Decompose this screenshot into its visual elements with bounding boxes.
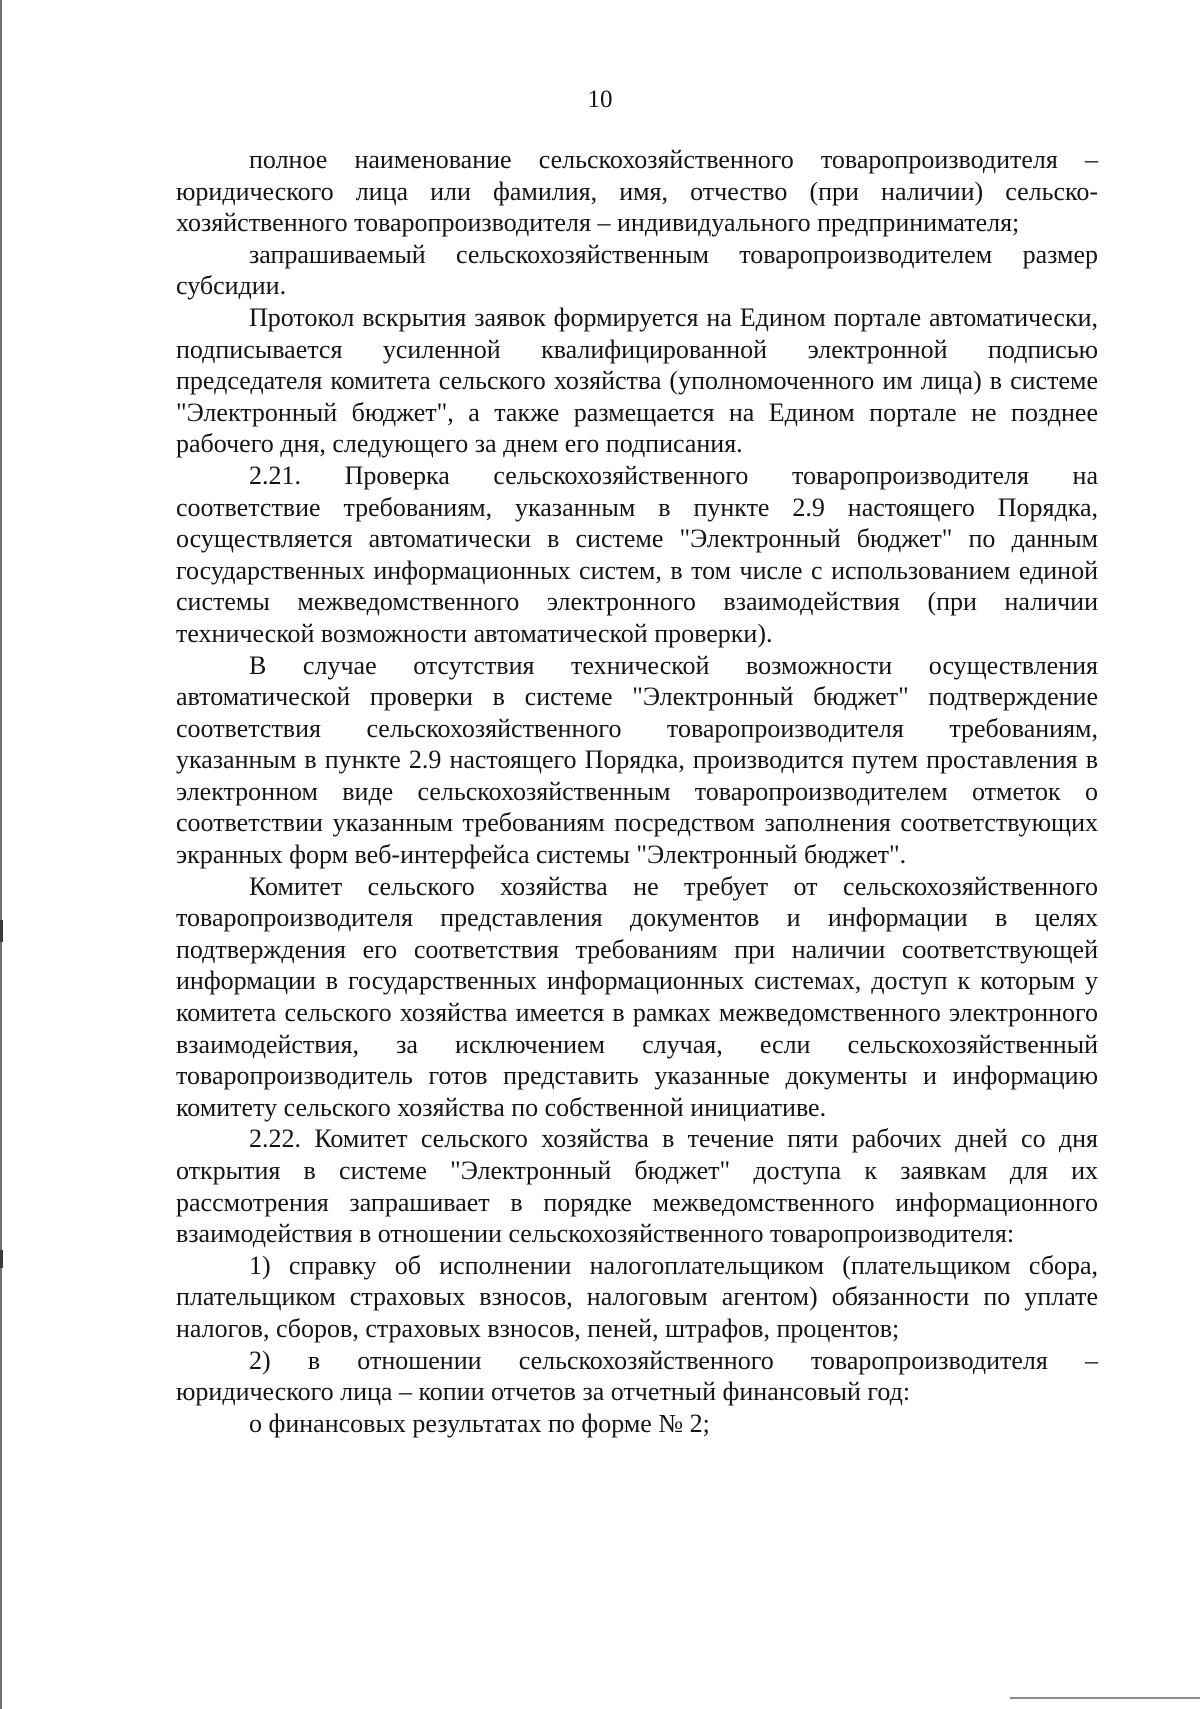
list-item-1-tax-certificate: 1) справку об исполнении налогоплательщиком (плательщиком сбора, плательщиком страховых взносов, налоговым агентом) обязанности по уплате налогов, сборов, страховых взносов, пеней, штрафов, процентов; (176, 1250, 1098, 1343)
paragraph-2-21-check: 2.21. Проверка сельскохозяйственного товаропроизводителя на соответствие требованиям, указанным в пункте 2.9 настоящего Порядка, осуществляется автоматически в системе "Электронный бюджет" по данным государственных информационных систем, в том числе с использованием единой системы межведомственного электронного взаимодействия (при наличии технической возможности автоматической проверки). (176, 460, 1098, 648)
list-item-2-financial-reports: 2) в отношении сельскохозяйственного товаропроизводителя – юридического лица – копии отчетов за отчетный финансовый год: (176, 1345, 1098, 1407)
paragraph-no-technical-possibility: В случае отсутствия технической возможности осуществления автоматической проверки в системе "Электронный бюджет" подтверждение соответствия сельскохозяйственного товаропроизводителя требованиям, указанным в пункте 2.9 настоящего Порядка, производится путем проставления в электронном виде сельскохозяйственным товаропроизводителем отметок о соответствии указанным требованиям посредством заполнения соответствующих экранных форм веб-интерфейса системы "Электронный бюджет". (176, 650, 1098, 870)
paragraph-subsidy-amount: запрашиваемый сельскохозяйственным товаропроизводителем размер субсидии. (176, 239, 1098, 301)
document-body (176, 144, 1098, 1439)
scan-left-edge (0, 0, 2, 1709)
paragraph-applicant-name: полное наименование сельскохозяйственного товаропроизводителя – юридического лица или фамилия, имя, отчество (при наличии) сельско-хозяйственного товаропроизводителя – индивидуального предпринимателя; (176, 145, 1098, 238)
scan-edge-mark (0, 920, 3, 942)
page-number: 10 (587, 86, 613, 113)
paragraph-no-documents-required: Комитет сельского хозяйства не требует от сельскохозяйственного товаропроизводителя представления документов и информации в целях подтверждения его соответствия требованиям при наличии соответствующей информации в государственных информационных системах, доступ к которым у комитета сельского хозяйства имеется в рамках межведомственного электронного взаимодействия, за исключением случая, если сельскохозяйственный товаропроизводитель готов представить указанные документы и информацию комитету сельского хозяйства по собственной инициативе. (176, 871, 1098, 1122)
paragraph-2-22-request: 2.22. Комитет сельского хозяйства в течение пяти рабочих дней со дня открытия в системе "Электронный бюджет" доступа к заявкам для их рассмотрения запрашивает в порядке межведомственного информационного взаимодействия в отношении сельскохозяйственного товаропроизводителя: (176, 1124, 1098, 1249)
scan-edge-mark (0, 1250, 3, 1268)
scan-bottom-rule (1010, 1697, 1200, 1699)
paragraph-form-2: о финансовых результатах по форме № 2; (249, 1408, 710, 1438)
paragraph-opening-protocol: Протокол вскрытия заявок формируется на Едином портале автоматически, подписывается усиленной квалифицированной электронной подписью председателя комитета сельского хозяйства (уполномоченного им лица) в системе "Электронный бюджет", а также размещается на Едином портале не позднее рабочего дня, следующего за днем его подписания. (176, 302, 1098, 459)
